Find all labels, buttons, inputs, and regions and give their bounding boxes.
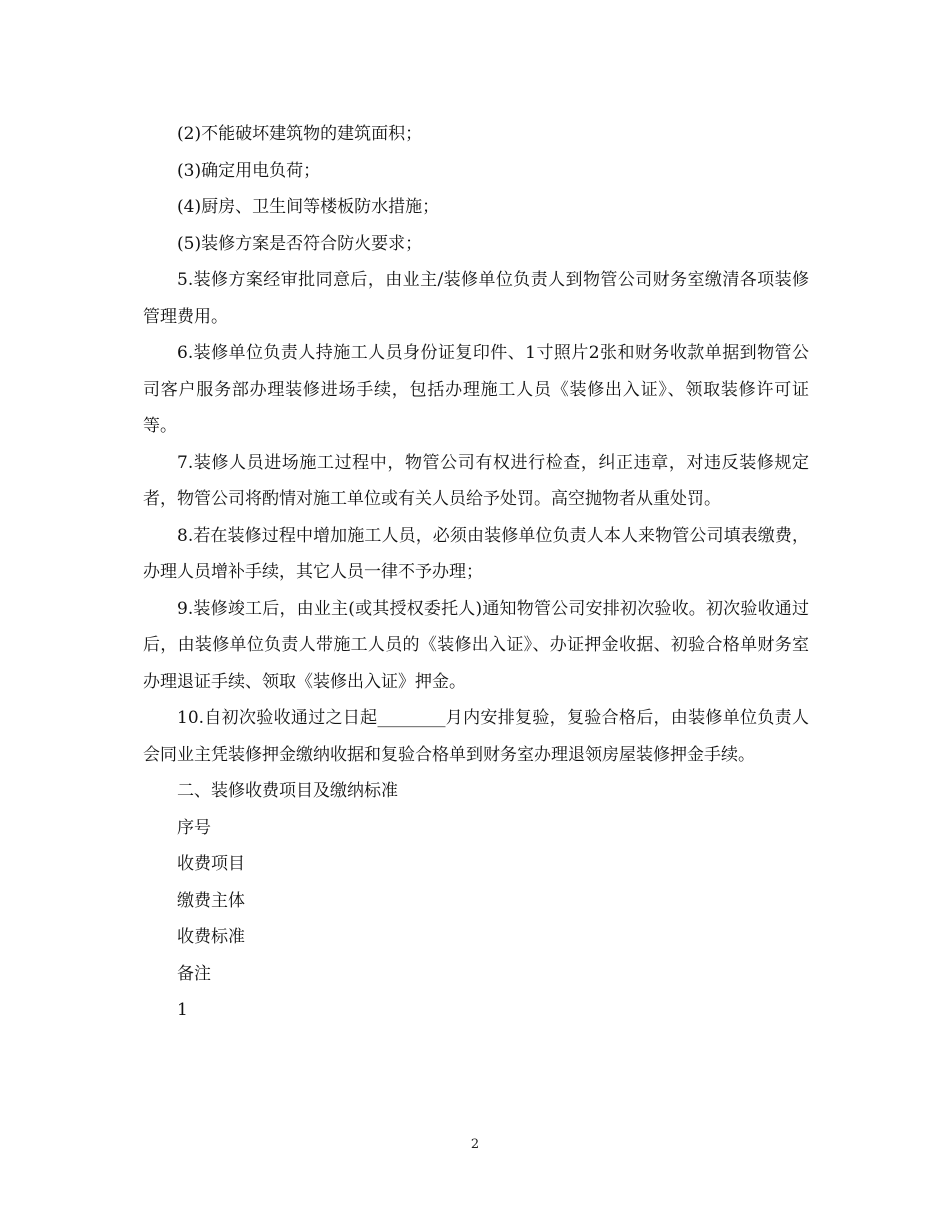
table-row-number: 1: [177, 1000, 188, 1020]
paragraph-clause-6: 6.装修单位负责人持施工人员身份证复印件、1寸照片2张和财务收款单据到物管公司客户服务部办理装修进场手续，包括办理施工人员《装修出入证》、领取装修许可证等。: [143, 343, 809, 436]
document-body: [143, 116, 809, 1029]
table-header-serial: 序号: [177, 817, 211, 838]
table-header-remark: 备注: [177, 963, 211, 984]
table-header-item: 收费项目: [177, 854, 245, 874]
paragraph-clause-7: 7.装修人员进场施工过程中，物管公司有权进行检查，纠正违章，对违反装修规定者，物管公司将酌情对施工单位或有关人员给予处罚。高空抛物者从重处罚。: [143, 452, 809, 509]
table-header-payer: 缴费主体: [177, 890, 245, 911]
page-number: 2: [470, 1137, 480, 1152]
table-header-standard: 收费标准: [177, 927, 245, 947]
paragraph-item-2: (2)不能破坏建筑物的建筑面积；: [177, 124, 423, 144]
paragraph-clause-9: 9.装修竣工后，由业主(或其授权委托人)通知物管公司安排初次验收。初次验收通过后，由装修单位负责人带施工人员的《装修出入证》、办证押金收据、初验合格单财务室办理退证手续、领取《装修出入证》押金。: [143, 598, 809, 692]
paragraph-clause-8: 8.若在装修过程中增加施工人员，必须由装修单位负责人本人来物管公司填表缴费，办理人员增补手续，其它人员一律不予办理；: [143, 525, 809, 582]
paragraph-clause-10: 10.自初次验收通过之日起________月内安排复验，复验合格后，由装修单位负责人会同业主凭装修押金缴纳收据和复验合格单到财务室办理退领房屋装修押金手续。: [143, 708, 809, 765]
section-heading: 二、装修收费项目及缴纳标准: [177, 781, 398, 801]
paragraph-item-4: (4)厨房、卫生间等楼板防水措施；: [177, 197, 440, 217]
paragraph-item-5: (5)装修方案是否符合防火要求；: [177, 233, 423, 254]
paragraph-item-3: (3)确定用电负荷；: [177, 160, 321, 181]
paragraph-clause-5: 5.装修方案经审批同意后，由业主/装修单位负责人到物管公司财务室缴清各项装修管理费用。: [143, 270, 809, 327]
